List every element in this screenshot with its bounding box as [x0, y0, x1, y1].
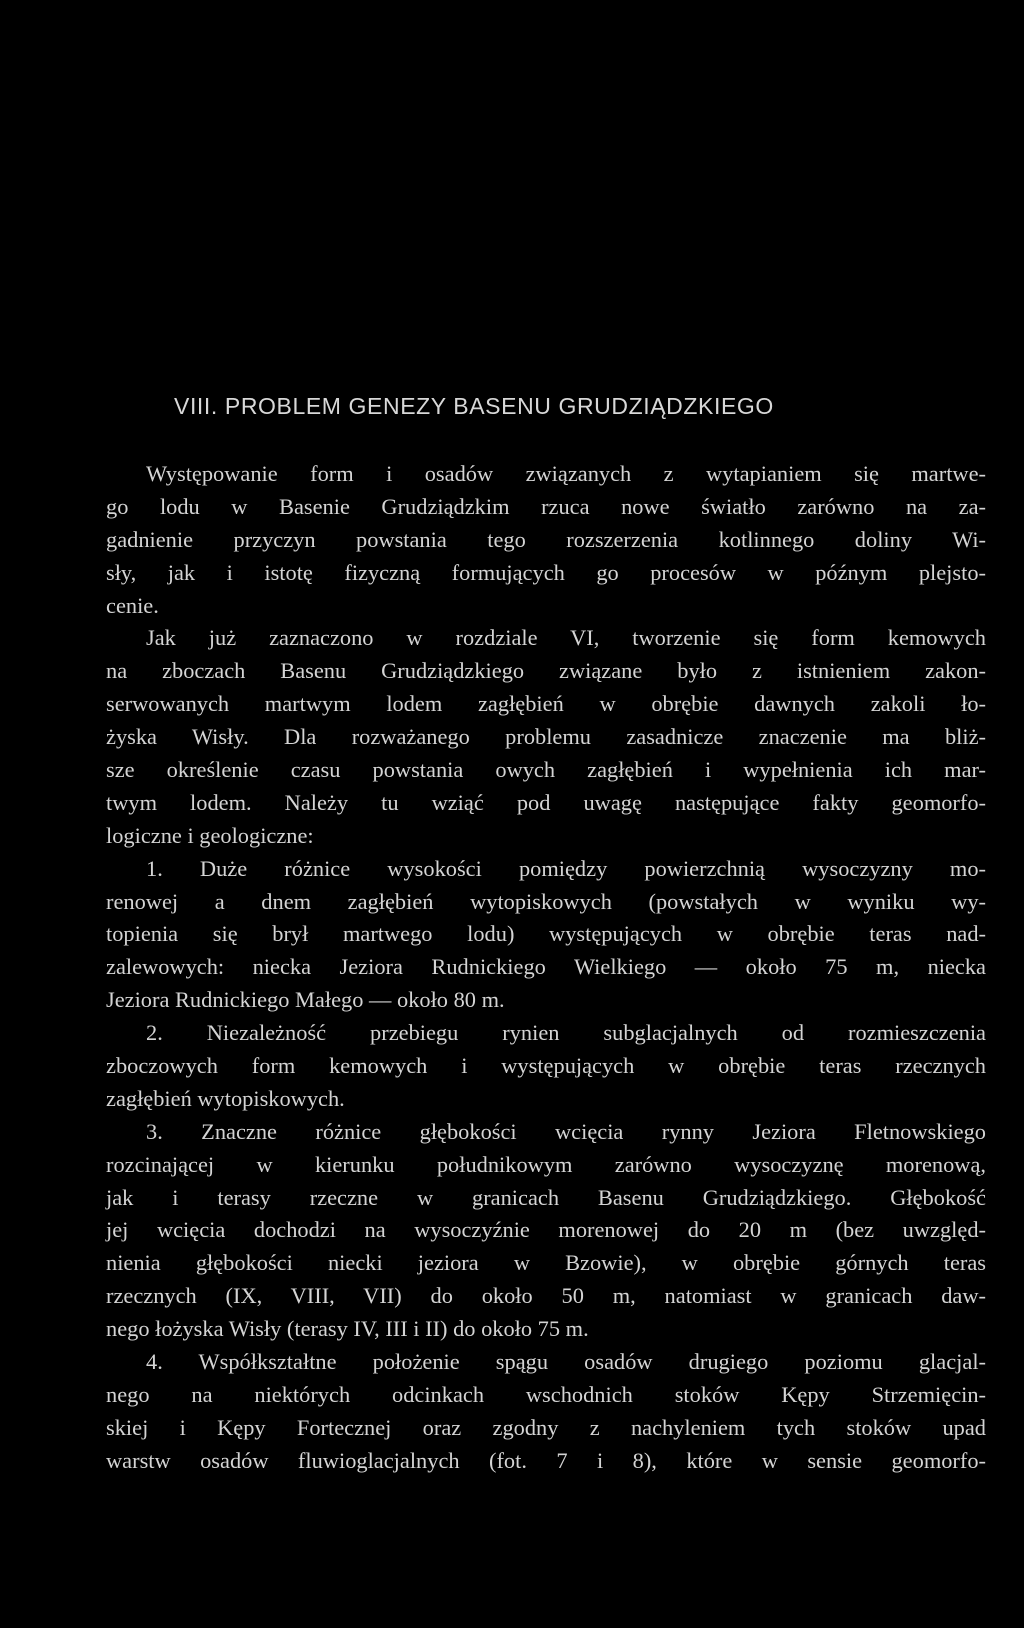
text-line: jej wcięcia dochodzi na wysoczyźnie morenowej do 20 m (bez uwzględ- [106, 1217, 986, 1243]
text-line: nego łożyska Wisły (terasy IV, III i II) do około 75 m. [106, 1316, 589, 1342]
text-line: 2. Niezależność przebiegu rynien subglacjalnych od rozmieszczenia [146, 1020, 986, 1046]
text-line: na zboczach Basenu Grudziądzkiego związane było z istnieniem zakon- [106, 658, 986, 684]
text-line: Jak już zaznaczono w rozdziale VI, tworzenie się form kemowych [146, 625, 986, 651]
text-line: sły, jak i istotę fizyczną formujących go procesów w późnym plejsto- [106, 559, 986, 585]
text-line: zagłębień wytopiskowych. [106, 1085, 345, 1111]
text-line: rzecznych (IX, VIII, VII) do około 50 m, natomiast w granicach daw- [106, 1283, 986, 1309]
text-line: serwowanych martwym lodem zagłębień w obrębie dawnych zakoli ło- [106, 691, 986, 717]
text-line: 4. Współkształtne położenie spągu osadów drugiego poziomu glacjal- [146, 1349, 986, 1375]
text-line: go lodu w Basenie Grudziądzkim rzuca nowe światło zarówno na za- [106, 493, 986, 519]
text-line: renowej a dnem zagłębień wytopiskowych (powstałych w wyniku wy- [106, 888, 986, 914]
body-text [106, 458, 986, 1478]
text-line: zalewowych: niecka Jeziora Rudnickiego Wielkiego — około 75 m, niecka [106, 954, 986, 980]
text-line: Występowanie form i osadów związanych z wytapianiem się martwe- [146, 461, 986, 486]
text-line: 3. Znaczne różnice głębokości wcięcia rynny Jeziora Fletnowskiego [146, 1118, 986, 1144]
chapter-title: VIII. PROBLEM GENEZY BASENU GRUDZIĄDZKIEGO [174, 393, 774, 419]
text-line: rozcinającej w kierunku południkowym zarówno wysoczyznę morenową, [106, 1151, 986, 1177]
text-line: nienia głębokości niecki jeziora w Bzowie), w obrębie górnych teras [106, 1250, 986, 1276]
text-line: topienia się brył martwego lodu) występujących w obrębie teras nad- [106, 921, 986, 947]
text-line: skiej i Kępy Fortecznej oraz zgodny z nachyleniem tych stoków upad [106, 1414, 986, 1440]
text-line: nego na niektórych odcinkach wschodnich stoków Kępy Strzemięcin- [106, 1381, 986, 1407]
text-line: jak i terasy rzeczne w granicach Basenu Grudziądzkiego. Głębokość [106, 1184, 986, 1210]
text-line: cenie. [106, 592, 159, 618]
text-line: zboczowych form kemowych i występujących w obrębie teras rzecznych [106, 1053, 986, 1079]
text-line: warstw osadów fluwioglacjalnych (fot. 7 i 8), które w sensie geomorfo- [106, 1447, 986, 1473]
text-line: sze określenie czasu powstania owych zagłębień i wypełnienia ich mar- [106, 757, 986, 783]
text-line: Jeziora Rudnickiego Małego — około 80 m. [106, 987, 505, 1013]
text-line: gadnienie przyczyn powstania tego rozszerzenia kotlinnego doliny Wi- [106, 526, 986, 552]
text-line: 1. Duże różnice wysokości pomiędzy powierzchnią wysoczyzny mo- [146, 855, 986, 881]
text-line: twym lodem. Należy tu wziąć pod uwagę następujące fakty geomorfo- [106, 789, 986, 815]
text-line: logiczne i geologiczne: [106, 822, 314, 848]
text-line: żyska Wisły. Dla rozważanego problemu zasadnicze znaczenie ma bliż- [106, 724, 986, 750]
